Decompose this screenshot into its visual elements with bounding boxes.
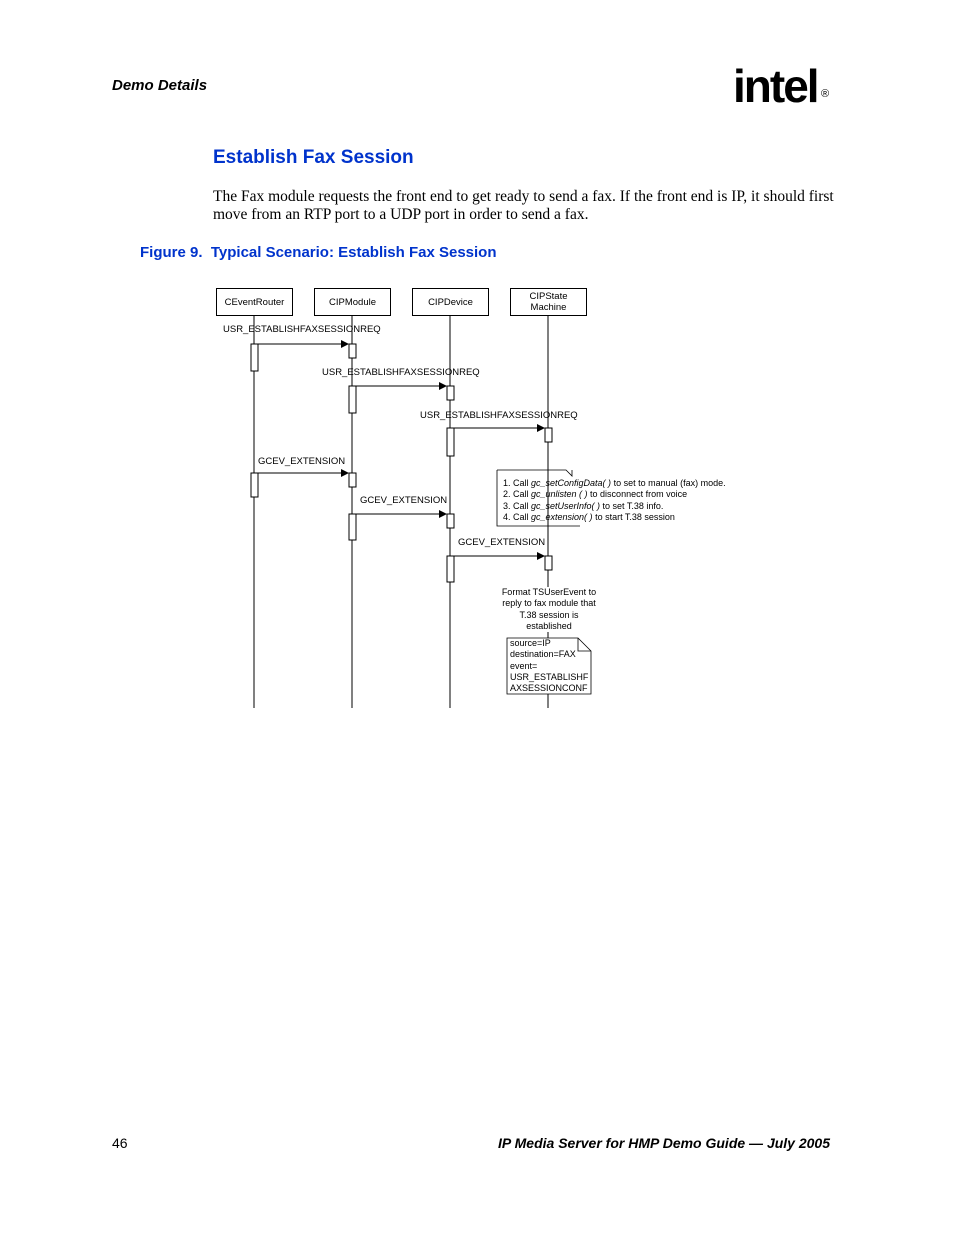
format-note-line: T.38 session is (519, 609, 579, 620)
intro-line: move from an RTP port to a UDP port in order to send a fax. (213, 206, 589, 223)
call-note-line: 2. Call gc_unlisten ( ) to disconnect from voice (503, 489, 688, 500)
footer-doc-title: IP Media Server for HMP Demo Guide — July 2005 (498, 1135, 830, 1151)
call-note-line: 4. Call gc_extension( ) to start T.38 session (503, 511, 675, 522)
message-label: GCEV_EXTENSION (258, 456, 346, 467)
activation-box (447, 556, 454, 582)
event-note-line: USR_ESTABLISHF (510, 671, 589, 682)
event-note-line: destination=FAX (510, 649, 576, 660)
message-label: GCEV_EXTENSION (458, 537, 546, 548)
event-note-line: event= (510, 660, 538, 671)
message-label: USR_ESTABLISHFAXSESSIONREQ (420, 410, 578, 421)
message-label: GCEV_EXTENSION (360, 495, 448, 506)
activation-box (251, 344, 258, 371)
lane-label-line: CIPState (529, 291, 568, 302)
activation-box (447, 514, 454, 528)
event-note (510, 638, 588, 694)
running-header-section: Demo Details (112, 77, 208, 94)
page-number: 46 (112, 1135, 128, 1151)
activation-box (447, 428, 454, 456)
message-label: USR_ESTABLISHFAXSESSIONREQ (322, 367, 480, 378)
activation-box (545, 428, 552, 442)
intel-logo-text: intel (733, 60, 818, 112)
registered-mark: ® (821, 88, 830, 100)
lane-cipstatemachine (510, 288, 587, 316)
activation-box (349, 386, 356, 413)
format-note-line: established (526, 620, 572, 631)
activation-box (349, 514, 356, 540)
activation-box (545, 556, 552, 570)
lane-cipmodule: CIPModule (314, 288, 391, 316)
figure-caption: Figure 9. Typical Scenario: Establish Fax Session (140, 244, 497, 261)
format-note (478, 587, 620, 632)
format-note-line: reply to fax module that (502, 598, 596, 609)
format-note-line: Format TSUserEvent to (501, 587, 597, 597)
activation-box (349, 344, 356, 358)
activation-box (447, 386, 454, 400)
activation-box (251, 473, 258, 497)
message-label: USR_ESTABLISHFAXSESSIONREQ (223, 324, 381, 335)
call-note-line: 1. Call gc_setConfigData( ) to set to manual (fax) mode. (503, 478, 726, 488)
section-title: Establish Fax Session (213, 147, 414, 168)
activation-box (349, 473, 356, 487)
event-note-line: source=IP (510, 638, 551, 648)
call-note (503, 478, 726, 523)
lane-label-line: Machine (530, 302, 567, 313)
intro-line: The Fax module requests the front end to get ready to send a fax. If the front end is IP, it should first (213, 188, 834, 205)
lane-ceventrouter: CEventRouter (216, 288, 293, 316)
lane-cipdevice: CIPDevice (412, 288, 489, 316)
event-note-line: AXSESSIONCONF (510, 683, 588, 694)
call-note-line: 3. Call gc_setUserInfo( ) to set T.38 info. (503, 500, 664, 511)
